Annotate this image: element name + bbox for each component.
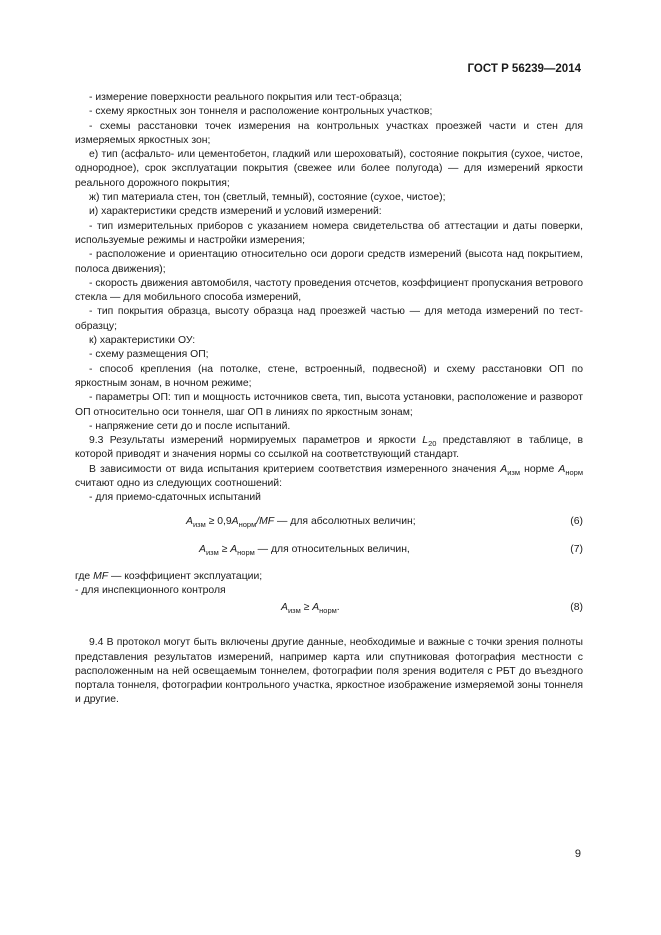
list-item: - напряжение сети до и после испытаний. [89,420,291,432]
text: норме [520,463,559,475]
symbol-A: A [281,602,288,614]
list-item: ж) тип материала стен, тон (светлый, темный), состояние (сухое, чистое); [89,192,446,204]
list-item: - для инспекционного контроля [75,584,226,596]
subscript: норм [237,547,255,557]
paragraph-9-3 [75,434,583,463]
symbol-A: A [500,463,508,475]
operator: ≥ [300,602,313,614]
formula-number: (8) [570,602,583,614]
list-item: - тип покрытия образца, высоту образца над проезжей частью — для метода измерений по тест-образцу; [75,306,583,332]
subscript: 20 [428,439,437,449]
subscript: изм [192,519,206,529]
formula-8 [75,598,583,620]
list-item: - схемы расстановки точек измерения на контрольных участках проезжей части и стен для измеряемых яркостных зон; [75,120,583,146]
symbol-MF: MF [93,570,109,582]
subscript: норм [565,467,583,477]
subscript: изм [507,467,521,477]
list-item: - схему яркостных зон тоннеля и расположение контрольных участков; [89,106,433,118]
list-item: - схему размещения ОП; [89,349,209,361]
slash: / [256,515,260,527]
formula-number: (7) [570,543,583,555]
subscript: изм [205,547,219,557]
paragraph-criterion [75,463,583,492]
list-item: к) характеристики ОУ: [89,335,196,347]
list-item: е) тип (асфальто- или цементобетон, гладкий или шероховатый), состояние покрытия (сухое, чистое, однородное), срок эксплуатации покрытия (свежее или более полугода) — для измерений яркости реального дорожного покрытия; [75,149,583,189]
formula-text: — для относительных величин, [254,543,410,555]
list-item: - тип измерительных приборов с указанием номера свидетельства об аттестации и даты поверки, используемые режимы и настройки измерения; [75,220,583,246]
list-item: - скорость движения автомобиля, частоту проведения отсчетов, коэффициент пропускания ветрового стекла — для мобильного способа измерений, [75,277,583,304]
document-header: ГОСТ Р 56239—2014 [467,63,581,75]
symbol-MF: MF [259,515,275,527]
text: В зависимости от вида испытания критерием соответствия измеренного значения [89,463,501,475]
symbol-A: A [230,543,238,555]
symbol-A: A [312,602,320,614]
formula-expression [186,515,416,529]
symbol-A: A [558,463,566,475]
text: 9.3 Результаты измерений нормируемых параметров и яркости [89,435,423,447]
where-clause [75,570,583,584]
subscript: норм [238,519,257,529]
paragraph-9-4: 9.4 В протокол могут быть включены другие данные, необходимые и важные с точки зрения полноты представления результатов измерений, например карта или спутниковая фотография местности с расположенным на ней освещаемым тоннелем, фотографии поля зрения водителя с РБТ до въездного портала тоннеля, фотографии контрольного участка, яркостное изображение измеряемой зоны тоннеля и другие. [75,637,583,706]
formula-expression [281,601,340,615]
formula-7 [75,540,583,562]
document-body [75,91,583,708]
list-item: - измерение поверхности реального покрытия или тест-образца; [89,92,402,103]
symbol-A: A [186,515,193,527]
list-item: - расположение и ориентацию относительно оси дороги средств измерений (высота над покрытием, полоса движения); [75,249,583,275]
text: где [75,570,94,582]
page-number: 9 [574,848,581,860]
list-item: - способ крепления (на потолке, стене, встроенный, подвесной) и схему расстановки ОП по яркостным зонам, в ночном режиме; [75,363,583,389]
operator: ≥ [218,543,231,555]
text: представляют в таблице, в которой приводят и значения нормы со ссылкой на соответствующий стандарт. [75,435,583,461]
list-item: и) характеристики средств измерений и условий измерений: [89,206,382,218]
formula-text: — для абсолютных величин; [274,515,416,527]
formula-expression [199,543,410,557]
formula-number: (6) [570,515,583,527]
symbol-A: A [231,515,239,527]
list-item: - для приемо-сдаточных испытаний [89,492,261,504]
list-item: - параметры ОП: тип и мощность источников света, тип, высота установки, расположение и разворот ОП относительно оси тоннеля, шаг ОП в линиях по яркостным зонам; [75,392,583,418]
symbol-A: A [199,543,206,555]
text: . [336,602,340,614]
symbol-L: L [422,435,429,447]
subscript: норм [319,606,337,616]
text: считают одно из следующих соотношений: [75,478,282,490]
subscript: изм [287,606,301,616]
operator: ≥ 0,9 [205,515,232,527]
text: — коэффициент эксплуатации; [108,570,263,582]
formula-6 [75,512,583,534]
